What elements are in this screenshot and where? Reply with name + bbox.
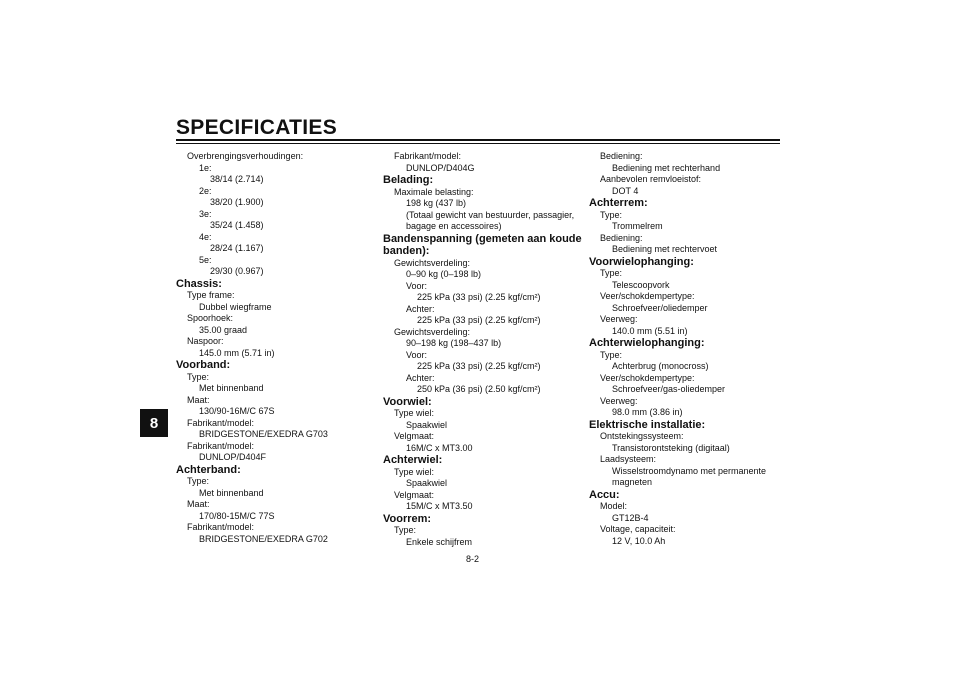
- spec-value: Bediening met rechtervoet: [612, 244, 718, 254]
- spec-value: 170/80-15M/C 77S: [199, 510, 275, 521]
- section-heading: Voorrem:: [383, 512, 432, 525]
- spec-label: Maat:: [187, 499, 210, 509]
- spec-value: 15M/C x MT3.50: [406, 501, 473, 511]
- spec-value: BRIDGESTONE/EXEDRA G703: [199, 429, 328, 439]
- spec-label: Aanbevolen remvloeistof:: [600, 174, 702, 184]
- spec-value: 90–198 kg (198–437 lb): [406, 338, 502, 348]
- section-heading: Belading:: [383, 174, 434, 186]
- section-heading: Chassis:: [176, 277, 222, 290]
- spec-value: 130/90-16M/C 67S: [199, 406, 275, 416]
- spec-label: Fabrikant/model:: [187, 440, 255, 451]
- spec-value: Met binnenband: [199, 383, 264, 393]
- spec-label: Fabrikant/model:: [187, 522, 255, 532]
- spec-label: Type:: [600, 209, 623, 220]
- spec-label: Fabrikant/model:: [394, 151, 462, 161]
- spec-value: DUNLOP/D404G: [406, 162, 475, 173]
- spec-value: GT12B-4: [612, 512, 649, 523]
- spec-label: Type:: [394, 525, 417, 535]
- spec-column-3: [589, 151, 789, 547]
- spec-label: Type:: [187, 476, 210, 486]
- spec-subvalue: 38/14 (2.714): [210, 174, 264, 184]
- spec-value: 3e:: [199, 208, 212, 219]
- spec-column-1: [176, 151, 376, 545]
- section-heading: Accu:: [589, 488, 620, 501]
- spec-subvalue: 38/20 (1.900): [210, 197, 264, 207]
- spec-value: 5e:: [199, 254, 212, 265]
- title-rule-thick: [176, 139, 780, 141]
- spec-value: 1e:: [199, 162, 212, 173]
- spec-value: Schroefveer/gas-oliedemper: [612, 384, 726, 394]
- spec-label: Bediening:: [600, 232, 643, 243]
- spec-label: Maximale belasting:: [394, 186, 474, 197]
- spec-label: Bediening:: [600, 151, 643, 161]
- section-heading: banden):: [383, 245, 430, 257]
- spec-value: 198 kg (437 lb): [406, 198, 467, 208]
- spec-label: Spoorhoek:: [187, 313, 234, 323]
- spec-value: Telescoopvork: [612, 279, 670, 290]
- spec-subvalue: 29/30 (0.967): [210, 266, 264, 276]
- title-rule-thin: [176, 143, 780, 144]
- spec-value: DOT 4: [612, 185, 639, 196]
- spec-label: Velgmaat:: [394, 489, 435, 500]
- spec-value: 4e:: [199, 231, 212, 242]
- chapter-tab: 8: [140, 409, 168, 437]
- spec-value: Spaakwiel: [406, 478, 448, 488]
- spec-value: Wisselstroomdynamo met permanente: [612, 465, 767, 476]
- page-title: SPECIFICATIES: [176, 116, 338, 139]
- spec-label: Veerweg:: [600, 395, 638, 406]
- section-heading: Achterrem:: [589, 197, 648, 209]
- spec-subvalue: 225 kPa (33 psi) (2.25 kgf/cm²): [417, 315, 541, 325]
- spec-value: 2e:: [199, 185, 212, 196]
- section-heading: Achterwielophanging:: [589, 337, 705, 349]
- spec-value: Voor:: [406, 280, 428, 291]
- section-heading: Voorwielophanging:: [589, 255, 694, 268]
- spec-label: Type:: [187, 371, 210, 382]
- spec-label: Fabrikant/model:: [187, 417, 255, 428]
- spec-label: Maat:: [187, 394, 210, 405]
- spec-value: Bediening met rechterhand: [612, 162, 721, 173]
- spec-value: Achterbrug (monocross): [612, 361, 709, 371]
- spec-value: Enkele schijfrem: [406, 536, 473, 547]
- spec-value: 140.0 mm (5.51 in): [612, 325, 688, 336]
- spec-label: Veerweg:: [600, 314, 638, 324]
- spec-subvalue: 28/24 (1.167): [210, 243, 264, 253]
- spec-label: Ontstekingssysteem:: [600, 431, 684, 441]
- spec-label: Type wiel:: [394, 408, 435, 418]
- spec-value: DUNLOP/D404F: [199, 452, 267, 462]
- spec-label: Laadsysteem:: [600, 454, 657, 464]
- spec-value: 16M/C x MT3.00: [406, 442, 473, 453]
- spec-value: BRIDGESTONE/EXEDRA G702: [199, 533, 328, 544]
- spec-subvalue: 250 kPa (36 psi) (2.50 kgf/cm²): [417, 384, 541, 394]
- spec-value: bagage en accessoires): [406, 221, 502, 231]
- spec-label: Gewichtsverdeling:: [394, 257, 471, 268]
- spec-value: Schroefveer/oliedemper: [612, 302, 708, 313]
- spec-label: Voltage, capaciteit:: [600, 524, 676, 534]
- spec-value: 12 V, 10.0 Ah: [612, 535, 666, 546]
- spec-value: Achter:: [406, 372, 435, 383]
- spec-subvalue: 225 kPa (33 psi) (2.25 kgf/cm²): [417, 292, 541, 302]
- spec-label: Type wiel:: [394, 466, 435, 477]
- section-heading: Achterband:: [176, 463, 241, 476]
- spec-value: 0–90 kg (0–198 lb): [406, 269, 482, 279]
- page-number: 8-2: [466, 554, 480, 564]
- spec-value: 35.00 graad: [199, 324, 248, 335]
- section-heading: Elektrische installatie:: [589, 418, 706, 431]
- spec-value: Trommelrem: [612, 221, 663, 231]
- spec-label: Overbrengingsverhoudingen:: [187, 151, 304, 161]
- spec-label: Veer/schokdempertype:: [600, 372, 695, 383]
- spec-label: Gewichtsverdeling:: [394, 326, 471, 337]
- spec-value: (Totaal gewicht van bestuurder, passagier,: [406, 209, 575, 220]
- spec-label: Naspoor:: [187, 336, 224, 346]
- spec-value: 98.0 mm (3.86 in): [612, 407, 683, 417]
- spec-value: Spaakwiel: [406, 419, 448, 430]
- spec-label: Type frame:: [187, 290, 235, 300]
- spec-label: Type:: [600, 268, 623, 278]
- spec-value: 145.0 mm (5.71 in): [199, 347, 275, 358]
- spec-label: Type:: [600, 349, 623, 360]
- spec-value: Met binnenband: [199, 487, 264, 498]
- section-heading: Achterwiel:: [383, 454, 443, 466]
- spec-subvalue: 35/24 (1.458): [210, 220, 264, 230]
- spec-label: Velgmaat:: [394, 431, 435, 441]
- spec-value: Voor:: [406, 349, 428, 360]
- spec-value: Achter:: [406, 303, 435, 314]
- spec-value: magneten: [612, 477, 653, 487]
- spec-value: Transistorontsteking (digitaal): [612, 442, 730, 453]
- spec-column-2: [383, 151, 583, 548]
- section-heading: Voorband:: [176, 359, 231, 371]
- section-heading: Bandenspanning (gemeten aan koude: [383, 232, 582, 245]
- spec-subvalue: 225 kPa (33 psi) (2.25 kgf/cm²): [417, 361, 541, 371]
- spec-value: Dubbel wiegframe: [199, 301, 272, 312]
- section-heading: Voorwiel:: [383, 395, 432, 408]
- spec-label: Model:: [600, 501, 628, 511]
- spec-label: Veer/schokdempertype:: [600, 291, 695, 301]
